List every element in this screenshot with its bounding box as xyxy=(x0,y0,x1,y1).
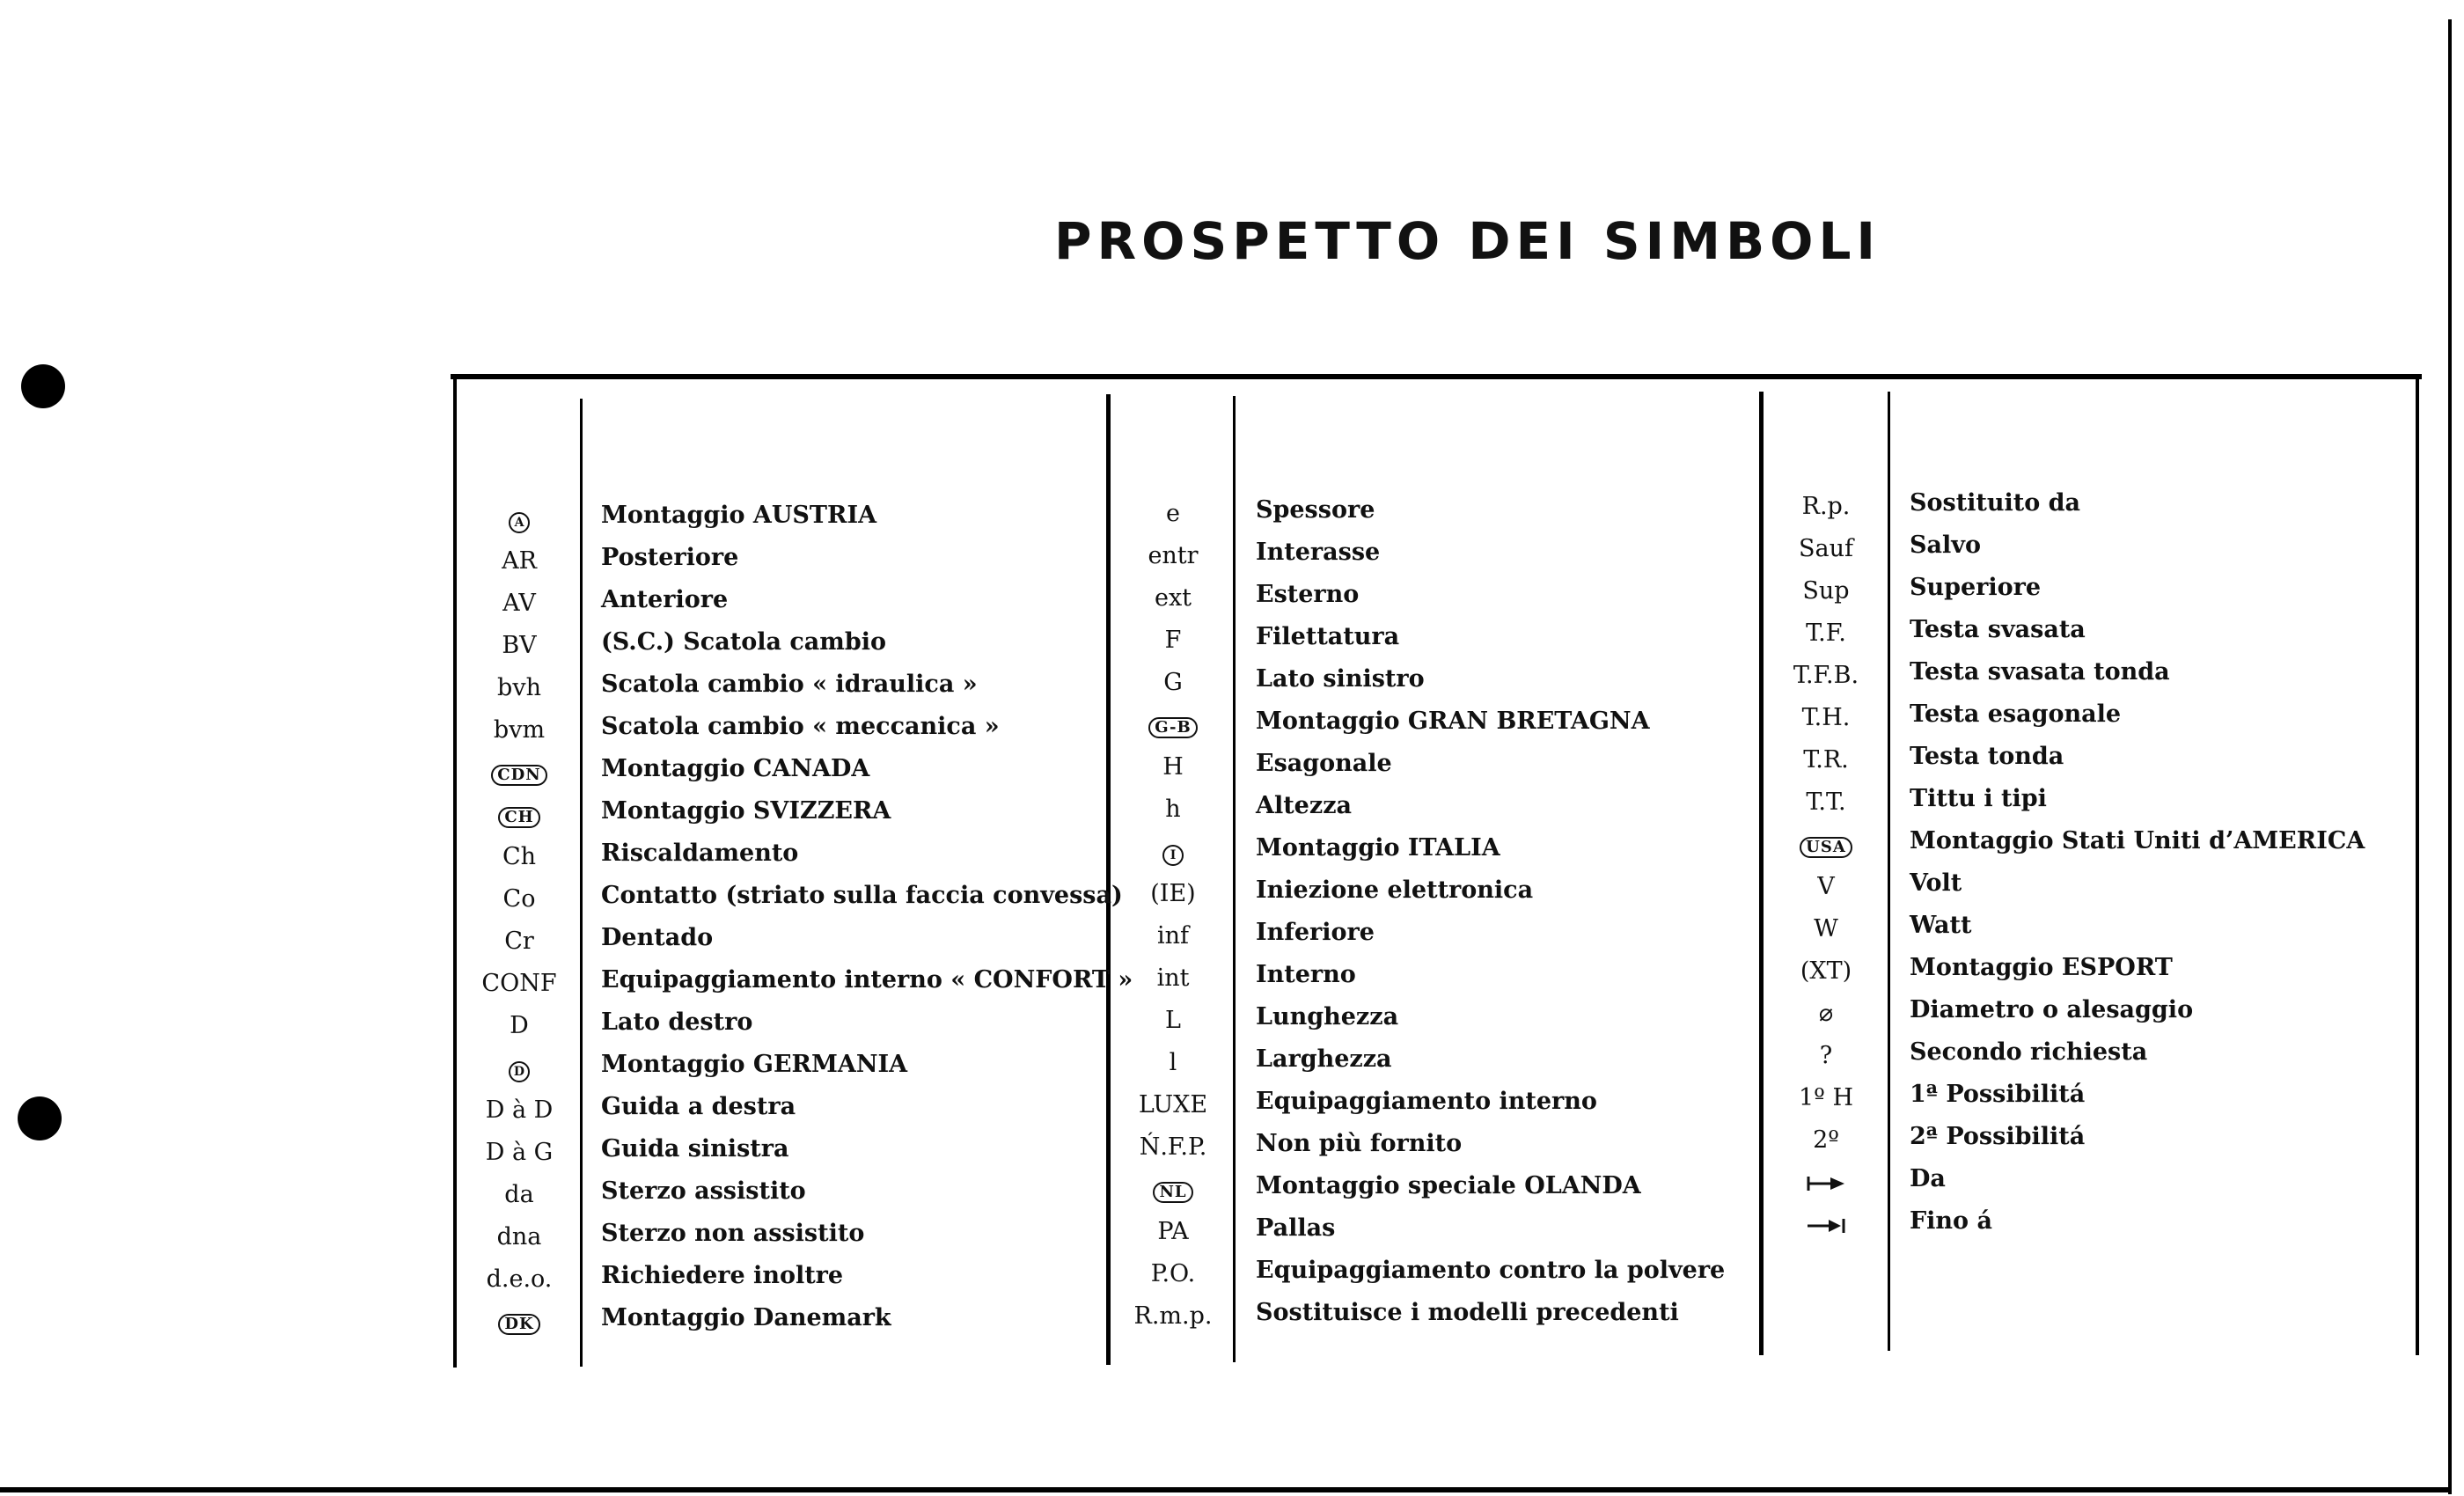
symbol-description: Lato destro xyxy=(601,1008,753,1036)
symbol-cell: l xyxy=(1169,1049,1177,1076)
symbol-cell xyxy=(458,1056,580,1082)
symbol-description: Tittu i tipi xyxy=(1910,785,2047,812)
symbol-cell: H xyxy=(1162,753,1184,781)
page-border-bottom xyxy=(0,1487,2450,1492)
symbol-cell xyxy=(1765,832,1887,858)
symbol-description: Interasse xyxy=(1256,539,1381,566)
symbol-description: Contatto (striato sulla faccia convessa) xyxy=(601,882,1123,909)
symbol-description: Montaggio ITALIA xyxy=(1256,834,1500,862)
table-left-border xyxy=(453,377,457,1368)
symbol-description: Lunghezza xyxy=(1256,1003,1399,1030)
symbol-cell xyxy=(458,760,580,786)
symbol-description: Lato sinistro xyxy=(1256,665,1425,693)
symbol-description: Equipaggiamento contro la polvere xyxy=(1256,1257,1726,1284)
symbol-cell xyxy=(1765,1170,1887,1194)
symbol-cell: d.e.o. xyxy=(486,1265,553,1293)
symbol-description: Interno xyxy=(1256,961,1356,988)
country-badge-icon: USA xyxy=(1800,837,1852,858)
symbol-description: Montaggio GRAN BRETAGNA xyxy=(1256,708,1650,735)
symbol-description: Superiore xyxy=(1910,574,2042,601)
column-divider xyxy=(1888,392,1890,1351)
symbol-cell: T.F. xyxy=(1806,620,1846,647)
symbol-cell: Cr xyxy=(504,928,534,955)
symbol-description: Da xyxy=(1910,1165,1946,1192)
symbol-cell xyxy=(1112,840,1234,866)
symbol-description: Montaggio ESPORT xyxy=(1910,954,2173,981)
symbol-description: Iniezione elettronica xyxy=(1256,876,1534,904)
symbol-description: Montaggio Danemark xyxy=(601,1304,891,1331)
symbol-cell: T.H. xyxy=(1801,704,1851,731)
symbol-description: Dentado xyxy=(601,924,714,951)
country-badge-icon: CH xyxy=(498,807,539,828)
symbol-cell: Ń.F.P. xyxy=(1139,1133,1207,1161)
symbol-cell: ? xyxy=(1819,1042,1833,1069)
symbol-description: Equipaggiamento interno « CONFORT » xyxy=(601,966,1133,994)
symbol-cell: (XT) xyxy=(1800,957,1852,985)
symbol-description: Sterzo assistito xyxy=(601,1177,806,1205)
symbol-description: Testa esagonale xyxy=(1910,700,2122,728)
symbol-description: Montaggio Stati Uniti d’AMERICA xyxy=(1910,827,2365,854)
punch-hole-bottom xyxy=(18,1096,62,1140)
symbol-cell: D à G xyxy=(485,1139,554,1166)
symbol-cell: D à D xyxy=(485,1096,554,1124)
symbol-cell: D xyxy=(510,1012,529,1039)
symbol-cell: ext xyxy=(1154,584,1192,612)
symbol-cell xyxy=(1112,1177,1234,1203)
symbol-description: Watt xyxy=(1910,912,1972,939)
symbol-cell xyxy=(458,507,580,533)
symbol-description: Richiedere inoltre xyxy=(601,1262,844,1289)
symbol-description: Esterno xyxy=(1256,581,1360,608)
punch-hole-top xyxy=(21,364,65,408)
symbol-description: Fino á xyxy=(1910,1207,1992,1235)
symbol-description: Sostituito da xyxy=(1910,489,2081,517)
symbol-cell: bvm xyxy=(493,716,546,744)
symbol-cell: R.m.p. xyxy=(1133,1302,1213,1330)
arrow-from-icon xyxy=(1806,1169,1846,1196)
symbol-description: Pallas xyxy=(1256,1214,1336,1242)
symbol-cell: V xyxy=(1817,873,1835,900)
symbol-description: Filettatura xyxy=(1256,623,1400,650)
country-badge-icon: D xyxy=(509,1061,530,1082)
symbol-cell: Sup xyxy=(1802,577,1850,605)
symbol-description: Larghezza xyxy=(1256,1045,1392,1073)
symbol-cell: h xyxy=(1165,796,1181,823)
country-badge-icon: DK xyxy=(498,1314,539,1335)
symbol-description: Montaggio AUSTRIA xyxy=(601,502,877,529)
symbol-cell: T.R. xyxy=(1803,746,1849,774)
symbol-cell: int xyxy=(1156,964,1190,992)
table-top-border xyxy=(451,374,2422,379)
symbol-cell: 1º H xyxy=(1798,1084,1853,1111)
symbol-cell: dna xyxy=(496,1223,542,1250)
symbol-cell: P.O. xyxy=(1150,1260,1196,1287)
symbol-description: Salvo xyxy=(1910,532,1981,559)
symbol-cell: T.T. xyxy=(1806,788,1846,816)
symbol-cell: T.F.B. xyxy=(1793,662,1859,689)
symbol-cell: Sauf xyxy=(1799,535,1853,562)
symbol-cell: AV xyxy=(502,590,536,617)
column-divider xyxy=(580,399,583,1367)
symbol-description: Sterzo non assistito xyxy=(601,1220,865,1247)
symbol-description: Testa svasata xyxy=(1910,616,2086,643)
symbol-cell: entr xyxy=(1148,542,1199,569)
symbol-cell: LUXE xyxy=(1138,1091,1208,1118)
symbol-description: Montaggio CANADA xyxy=(601,755,870,782)
symbol-cell: (IE) xyxy=(1150,880,1196,907)
symbol-cell: bvh xyxy=(497,674,541,701)
country-badge-icon: G-B xyxy=(1148,717,1197,738)
symbol-cell: inf xyxy=(1156,922,1190,950)
symbol-description: Secondo richiesta xyxy=(1910,1038,2148,1066)
symbol-cell xyxy=(458,1309,580,1335)
symbol-cell: R.p. xyxy=(1801,493,1851,520)
symbol-description: Diametro o alesaggio xyxy=(1910,996,2194,1023)
symbol-description: Sostituisce i modelli precedenti xyxy=(1256,1299,1679,1326)
symbol-description: Esagonale xyxy=(1256,750,1392,777)
country-badge-icon: CDN xyxy=(491,765,546,786)
symbol-description: Altezza xyxy=(1256,792,1353,819)
symbol-description: Montaggio GERMANIA xyxy=(601,1051,908,1078)
symbol-description: Volt xyxy=(1910,869,1962,897)
symbol-description: Guida a destra xyxy=(601,1093,796,1120)
page-title: PROSPETTO DEI SIMBOLI xyxy=(1054,211,1881,271)
symbol-description: Montaggio speciale OLANDA xyxy=(1256,1172,1641,1199)
symbol-description: Non più fornito xyxy=(1256,1130,1463,1157)
symbol-description: Montaggio SVIZZERA xyxy=(601,797,891,825)
symbol-cell: PA xyxy=(1157,1218,1189,1245)
table-right-border xyxy=(2416,377,2419,1355)
symbol-cell: W xyxy=(1814,915,1838,942)
symbol-cell: Ch xyxy=(502,843,537,870)
symbol-cell: ⌀ xyxy=(1818,1000,1834,1027)
symbol-cell: e xyxy=(1166,500,1180,527)
symbol-cell xyxy=(458,803,580,828)
symbol-description: Inferiore xyxy=(1256,919,1375,946)
symbol-description: 2ª Possibilitá xyxy=(1910,1123,2086,1150)
symbol-description: Posteriore xyxy=(601,544,739,571)
country-badge-icon: I xyxy=(1162,845,1184,866)
symbol-cell: AR xyxy=(502,547,537,575)
symbol-description: Scatola cambio « meccanica » xyxy=(601,713,1000,740)
symbol-description: (S.C.) Scatola cambio xyxy=(601,628,887,656)
symbol-cell: da xyxy=(504,1181,534,1208)
symbol-cell: G xyxy=(1163,669,1183,696)
symbol-cell xyxy=(1765,1213,1887,1236)
symbol-cell: 2º xyxy=(1813,1126,1839,1154)
symbol-description: Guida sinistra xyxy=(601,1135,789,1162)
symbol-cell: F xyxy=(1164,627,1182,654)
country-badge-icon: A xyxy=(509,512,530,533)
symbol-cell: L xyxy=(1165,1007,1181,1034)
column-divider xyxy=(1106,394,1111,1365)
symbol-description: 1ª Possibilitá xyxy=(1910,1081,2086,1108)
column-divider xyxy=(1233,396,1236,1362)
arrow-to-icon xyxy=(1806,1211,1846,1238)
symbol-description: Testa tonda xyxy=(1910,743,2064,770)
symbol-cell: BV xyxy=(502,632,537,659)
symbol-description: Spessore xyxy=(1256,496,1375,524)
symbol-description: Testa svasata tonda xyxy=(1910,658,2170,686)
symbol-cell xyxy=(1112,713,1234,738)
symbol-description: Riscaldamento xyxy=(601,840,799,867)
symbol-cell: Co xyxy=(502,885,536,913)
symbol-description: Anteriore xyxy=(601,586,729,613)
symbol-description: Scatola cambio « idraulica » xyxy=(601,671,978,698)
symbol-description: Equipaggiamento interno xyxy=(1256,1088,1597,1115)
country-badge-icon: NL xyxy=(1153,1182,1192,1203)
page-border-right xyxy=(2448,19,2452,1494)
symbol-cell: CONF xyxy=(481,970,557,997)
column-divider xyxy=(1759,392,1764,1355)
